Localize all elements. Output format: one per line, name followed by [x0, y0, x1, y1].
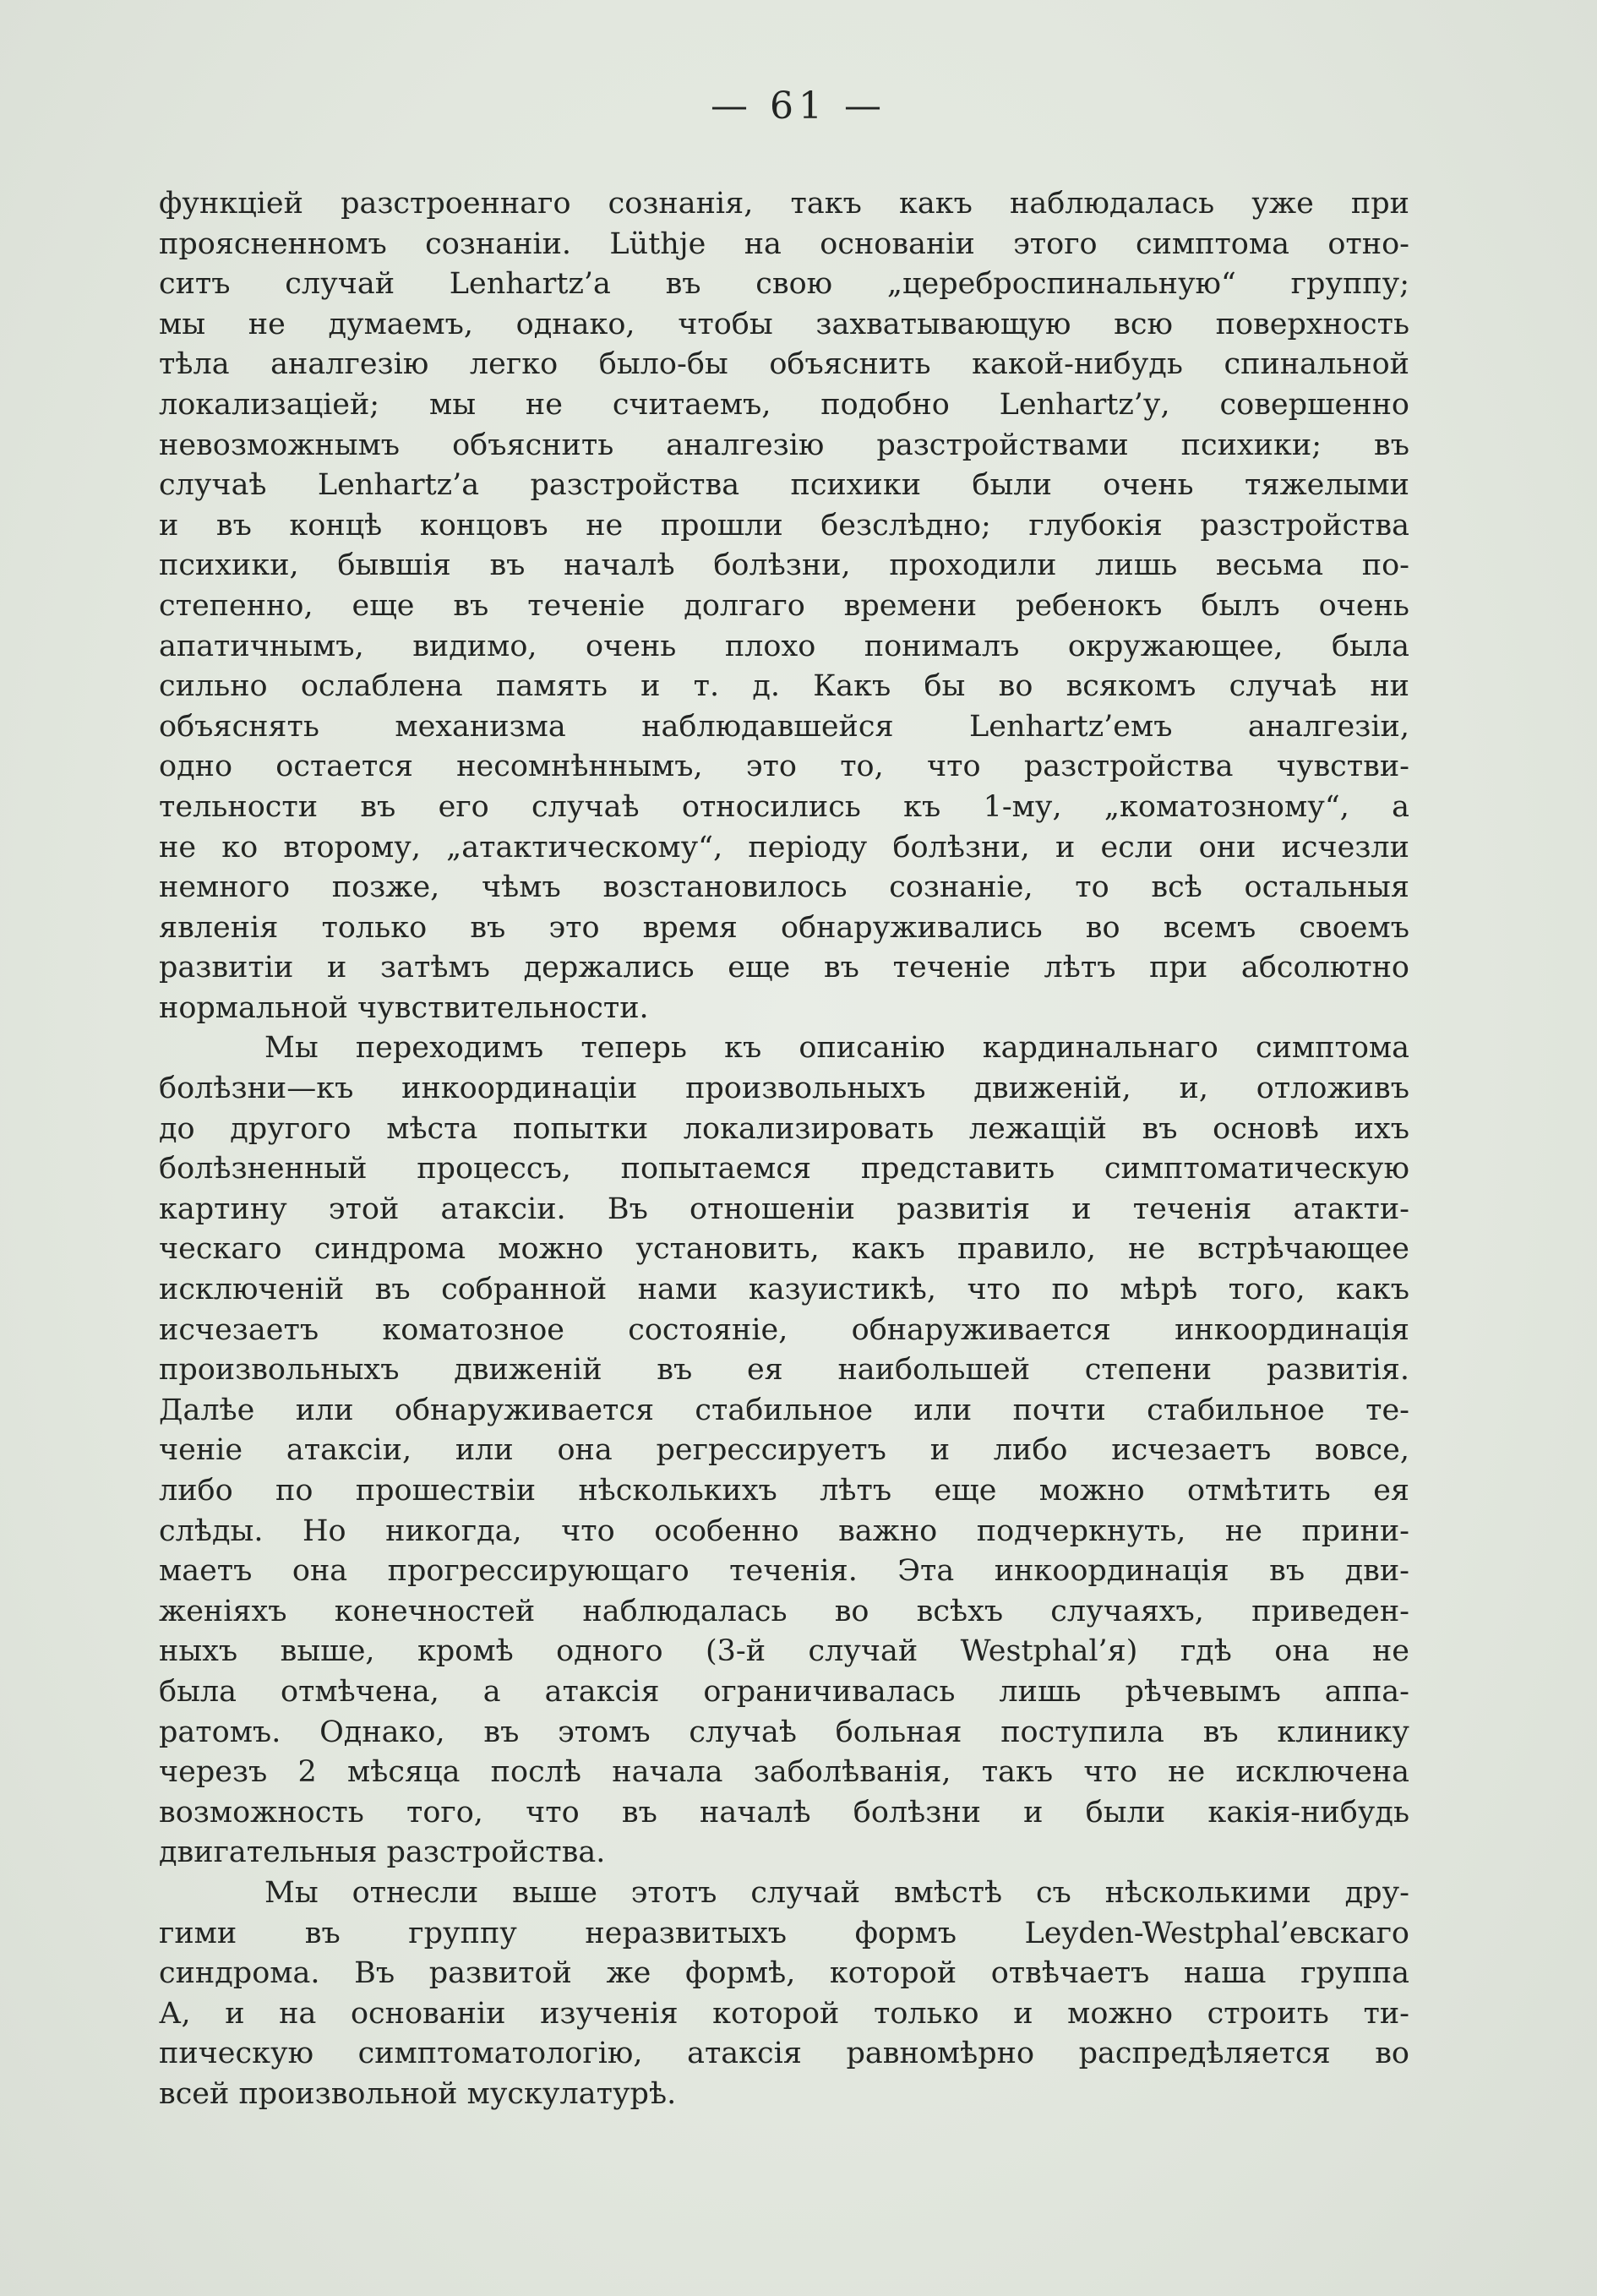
text-line: картину этой атаксіи. Въ отношеніи развитія и теченія атакти- [159, 1192, 1409, 1226]
text-line: болѣзненный процессъ, попытаемся представить симптоматическую [159, 1152, 1409, 1186]
text-line: локализаціей; мы не считаемъ, подобно Lenhartz’у, совершенно [159, 387, 1409, 422]
text-line: невозможнымъ объяснить аналгезію разстройствами психики; въ [159, 428, 1409, 462]
text-line: сильно ослаблена память и т. д. Какъ бы во всякомъ случаѣ ни [159, 669, 1409, 704]
text-line: двигательныя разстройства. [159, 1835, 606, 1870]
text-line: черезъ 2 мѣсяца послѣ начала заболѣванія, такъ что не исключена [159, 1755, 1409, 1790]
text-line: ческаго синдрома можно установить, какъ правило, не встрѣчающее [159, 1232, 1409, 1267]
text-line: объяснять механизма наблюдавшейся Lenhartz’емъ аналгезіи, [159, 709, 1409, 744]
paragraph [159, 1873, 1409, 2115]
text-line: степенно, еще въ теченіе долгаго времени ребенокъ былъ очень [159, 588, 1409, 623]
text-line: ситъ случай Lenhartz’а въ свою „цереброспинальную“ группу; [159, 267, 1409, 302]
body-text [159, 184, 1409, 2115]
text-line: функціей разстроеннаго сознанія, такъ какъ наблюдалась уже при [159, 187, 1409, 221]
text-line: развитіи и затѣмъ держались еще въ теченіе лѣтъ при абсолютно [159, 951, 1409, 985]
text-line: болѣзни—къ инкоординаціи произвольныхъ движеній, и, отложивъ [159, 1072, 1409, 1106]
text-line: А, и на основаніи изученія которой только и можно строить ти- [159, 1996, 1409, 2031]
text-line: Мы отнесли выше этотъ случай вмѣстѣ съ нѣсколькими дру- [264, 1875, 1409, 1910]
text-line: тельности въ его случаѣ относились къ 1-му, „коматозному“, а [159, 789, 1409, 824]
text-line: проясненномъ сознаніи. Lüthje на основаніи этого симптома отно- [159, 226, 1409, 261]
text-line: Далѣе или обнаруживается стабильное или почти стабильное те- [159, 1393, 1409, 1427]
text-line: не ко второму, „атактическому“, періоду болѣзни, и если они исчезли [159, 830, 1409, 864]
text-line: ченіе атаксіи, или она регрессируетъ и либо исчезаетъ вовсе, [159, 1433, 1409, 1468]
text-line: психики, бывшія въ началѣ болѣзни, проходили лишь весьма по- [159, 548, 1409, 583]
paragraph [159, 1028, 1409, 1873]
text-line: слѣды. Но никогда, что особенно важно подчеркнуть, не прини- [159, 1513, 1409, 1548]
page-number: — 61 — [711, 85, 886, 128]
text-line: пическую симптоматологію, атаксія равномѣрно распредѣляется во [159, 2037, 1409, 2071]
text-line: тѣла аналгезію легко было-бы объяснить какой-нибудь спинальной [159, 347, 1409, 382]
text-line: случаѣ Lenhartz’а разстройства психики были очень тяжелыми [159, 468, 1409, 503]
text-line: до другого мѣста попытки локализировать лежащій въ основѣ ихъ [159, 1111, 1409, 1146]
text-line: всей произвольной мускулатурѣ. [159, 2076, 677, 2111]
text-line: мы не думаемъ, однако, чтобы захватывающую всю поверхность [159, 307, 1409, 341]
text-line: женіяхъ конечностей наблюдалась во всѣхъ случаяхъ, приведен- [159, 1594, 1409, 1628]
text-line: либо по прошествіи нѣсколькихъ лѣтъ еще можно отмѣтить ея [159, 1474, 1409, 1508]
text-line: была отмѣчена, а атаксія ограничивалась лишь рѣчевымъ аппа- [159, 1674, 1409, 1709]
text-line: явленія только въ это время обнаруживались во всемъ своемъ [159, 910, 1409, 945]
text-line: немного позже, чѣмъ возстановилось сознаніе, то всѣ остальныя [159, 870, 1409, 905]
text-line: и въ концѣ концовъ не прошли безслѣдно; глубокія разстройства [159, 508, 1409, 543]
text-line: Мы переходимъ теперь къ описанію кардинальнаго симптома [264, 1031, 1409, 1066]
text-line: ратомъ. Однако, въ этомъ случаѣ больная поступила въ клинику [159, 1715, 1409, 1749]
text-line: возможность того, что въ началѣ болѣзни и были какія-нибудь [159, 1795, 1409, 1830]
text-line: апатичнымъ, видимо, очень плохо понималъ окружающее, была [159, 629, 1409, 663]
text-line: ныхъ выше, кромѣ одного (3-й случай Westphal’я) гдѣ она не [159, 1634, 1409, 1669]
text-line: гими въ группу неразвитыхъ формъ Leyden-Westphal’евскаго [159, 1916, 1409, 1950]
text-line: синдрома. Въ развитой же формѣ, которой отвѣчаетъ наша группа [159, 1956, 1409, 1991]
text-line: одно остается несомнѣннымъ, это то, что разстройства чувстви- [159, 750, 1409, 784]
text-line: исключеній въ собранной нами казуистикѣ, что по мѣрѣ того, какъ [159, 1273, 1409, 1307]
text-line: исчезаетъ коматозное состояніе, обнаруживается инкоординація [159, 1312, 1409, 1347]
text-line: маетъ она прогрессирующаго теченія. Эта инкоординація въ дви- [159, 1554, 1409, 1589]
paragraph [159, 184, 1409, 1028]
text-line: произвольныхъ движеній въ ея наибольшей степени развитія. [159, 1353, 1409, 1388]
text-line: нормальной чувствительности. [159, 990, 649, 1025]
